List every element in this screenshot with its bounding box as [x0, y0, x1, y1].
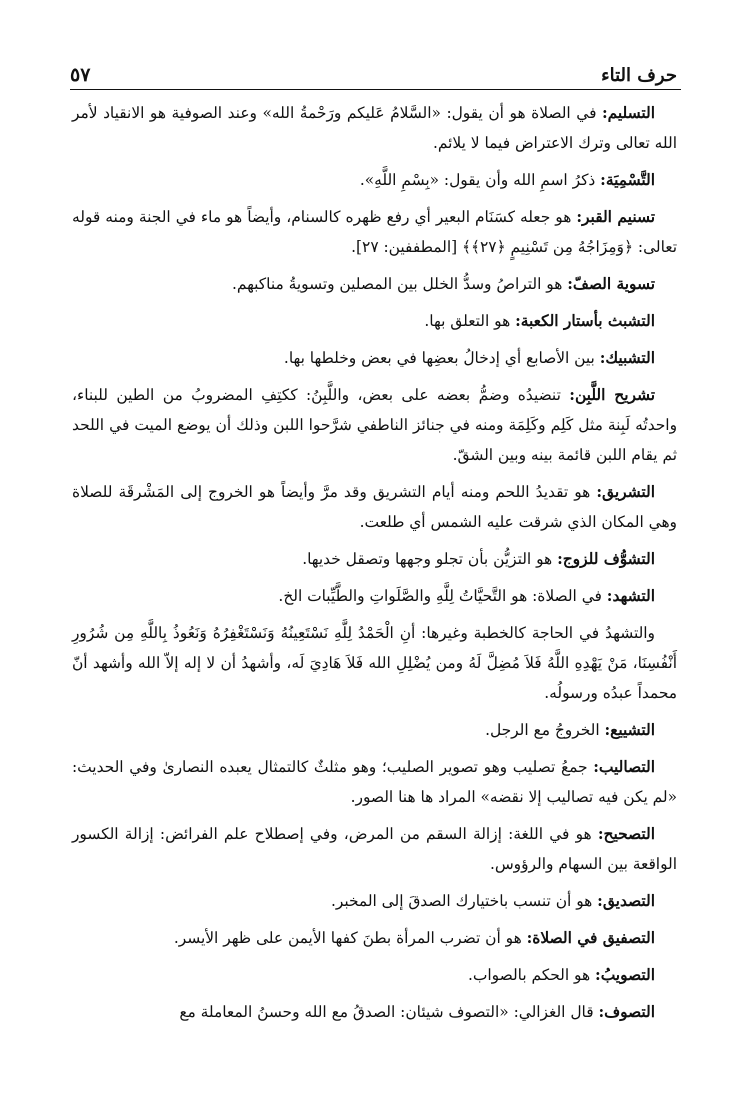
- entry-term: التصوف:: [598, 1003, 655, 1021]
- entry-definition: بين الأصابع أي إدخالُ بعضِها في بعض وخلطها بها.: [283, 349, 600, 367]
- entry-definition: ذكرُ اسمِ الله وأن يقول: «بِسْمِ اللَّهِ».: [359, 171, 601, 189]
- entry-term: التشييع:: [604, 721, 655, 739]
- entry-tasdeeq: [72, 886, 677, 916]
- entry-definition: قال الغزالي: «التصوف شيئان: الصدقُ مع الله وحسنُ المعاملة مع: [179, 1003, 599, 1021]
- entry-definition: هو التعلق بها.: [424, 312, 516, 330]
- entry-definition: هو التراصُ وسدُّ الخلل بين المصلين وتسويةُ مناكبهم.: [231, 275, 568, 293]
- entry-taswеeb: [72, 960, 677, 990]
- entry-tashawwuf: [72, 544, 677, 574]
- entry-definition: هو الحكم بالصواب.: [468, 966, 596, 984]
- entry-term: التَّسْمِيَة:: [600, 171, 655, 189]
- entry-term: التشبيك:: [599, 349, 655, 367]
- entry-definition: الخروجُ مع الرجل.: [485, 721, 605, 739]
- entry-tasawwuf: [72, 997, 677, 1027]
- chapter-title: حرف التاء: [601, 65, 677, 86]
- entry-term: التشهد:: [606, 587, 655, 605]
- entry-definition: هو التزيُّن بأن تجلو وجهها وتصقل خديها.: [302, 550, 558, 568]
- page-number: ٥٧: [70, 64, 91, 86]
- entry-tashahhud: [72, 581, 677, 611]
- entry-term: التصديق:: [597, 892, 655, 910]
- entry-tasheeh: [72, 819, 677, 879]
- entry-tasfeeq: [72, 923, 677, 953]
- entry-term: التشريق:: [596, 483, 655, 501]
- entry-tashreeh-allabin: [72, 380, 677, 470]
- entry-definition: في الصلاة: هو التَّحيَّاتُ لِلَّهِ والصَّلَواتِ والطَّيِّبات الخ.: [278, 587, 607, 605]
- entry-term: التصويبُ:: [595, 966, 655, 984]
- entry-term: التشبث بأستار الكعبة:: [515, 312, 655, 330]
- entry-taswiyat-assaff: [72, 269, 677, 299]
- entry-definition: هو جعله كسَنَام البعير أي رفع ظهره كالسنام، وأيضاً هو ماء في الجنة ومنه قوله تعالى: ﴿وَمِزَاجُهُ مِن تَسْنِيمٍ ﴿٢٧﴾﴾ [المطففين: ٢٧].: [72, 208, 677, 256]
- entry-tashbeek: [72, 343, 677, 373]
- entry-tashabbuth: [72, 306, 677, 336]
- entry-term: تسوية الصفّ:: [567, 275, 655, 293]
- running-head: [70, 58, 677, 86]
- entry-definition: في الصلاة هو أن يقول: «السَّلامُ عَليكم ورَحْمةُ الله» وعند الصوفية هو الانقياد لأمر الله تعالى وترك الاعتراض فيما لا يلائم.: [72, 104, 677, 152]
- entry-definition: والتشهدُ في الحاجة كالخطبة وغيرها: أنِ الْحَمْدُ لِلَّهِ نَسْتَعِينُهُ وَنَسْتَغْفِرُهُ وَنَعُوذُ بِاللَّهِ مِن شُرُورِ أَنْفُسِنَا، مَنْ يَهْدِهِ اللَّهُ فَلاَ مُضِلَّ لَهُ ومن يُضْلِلِ الله فَلاَ هَادِيَ لَه، وأشهدُ أن لا إله إلاّ الله وأشهد أنّ محمداً عبدُه ورسولُه.: [72, 624, 677, 702]
- entry-definition: هو أن تضرب المرأة بطنَ كفها الأيمن على ظهر الأيسر.: [173, 929, 527, 947]
- header-rule: [70, 89, 681, 90]
- entry-definition: جمعُ تصليب وهو تصوير الصليب؛ وهو مثلثٌ كالتمثال يعبده النصارىٰ وفي الحديث: «لم يكن فيه تصاليب إلا نقضه» المراد ها هنا الصور.: [72, 758, 677, 806]
- entry-tasaleeb: [72, 752, 677, 812]
- entry-term: تسنيم القبر:: [576, 208, 655, 226]
- entry-term: التشوُّف للزوج:: [557, 550, 655, 568]
- entry-definition: هو تقديدُ اللحم ومنه أيام التشريق وقد مرَّ وأيضاً هو الخروج إلى المَشْرقَة للصلاة وهي المكان الذي شرقت عليه الشمس أي طلعت.: [72, 483, 677, 531]
- entry-tasneem-alqabr: [72, 202, 677, 262]
- entry-term: التصاليب:: [593, 758, 655, 776]
- entry-term: التصفيق في الصلاة:: [526, 929, 655, 947]
- entry-definition: هو في اللغة: إزالة السقم من المرض، وفي إصطلاح علم الفرائض: إزالة الكسور الواقعة بين السهام والرؤوس.: [72, 825, 677, 873]
- entry-definition: تنضيدُه وضمُّ بعضه على بعض، واللَّبِنُ: ككتِفِ المضروبُ من الطين للبناء، واحدتُه لَبِنة مثل كَلِم وكَلِمَة ومنه في جنائز الناطفي شرَّحوا اللبن وذلك أن يوضع الميت في اللحد ثم يقام اللبن قائمة بينه وبين الشقّ.: [72, 386, 677, 464]
- entry-definition: هو أن تنسب باختيارك الصدقَ إلى المخبر.: [330, 892, 598, 910]
- entries-body: [72, 98, 677, 1034]
- entry-term: التصحيح:: [597, 825, 655, 843]
- entry-tasmiya: [72, 165, 677, 195]
- entry-term: التسليم:: [601, 104, 655, 122]
- entry-tasleem: [72, 98, 677, 158]
- entry-term: تشريح اللَّبِن:: [569, 386, 655, 404]
- entry-tashyee: [72, 715, 677, 745]
- entry-tashreeq: [72, 477, 677, 537]
- entry-tashahhud-hajah: [72, 618, 677, 708]
